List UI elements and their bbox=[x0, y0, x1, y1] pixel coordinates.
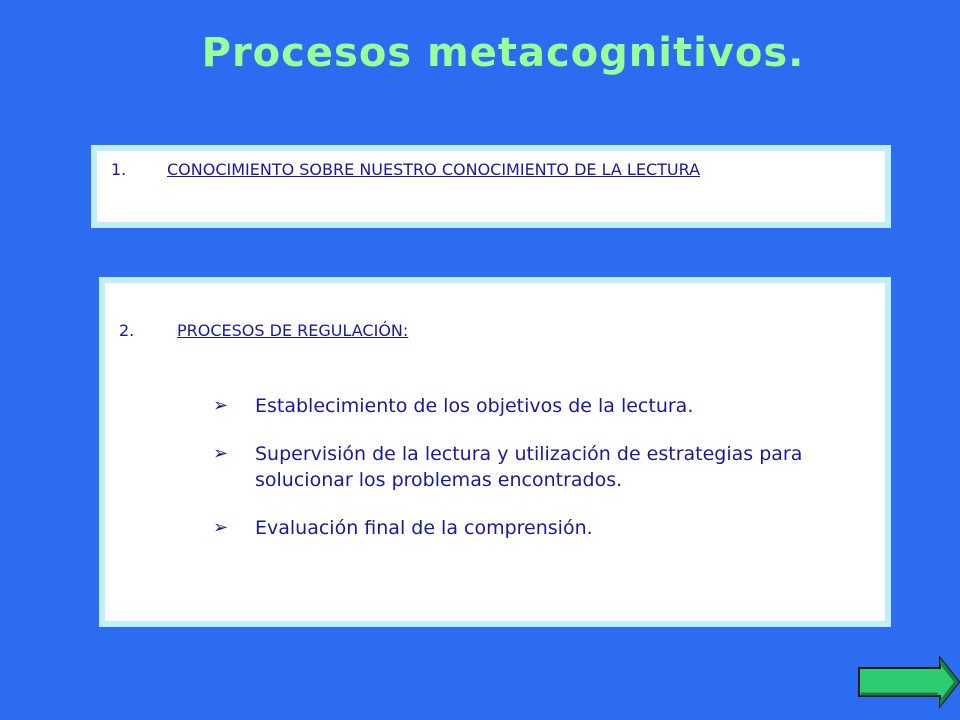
list-item-text: Establecimiento de los objetivos de la lectura. bbox=[255, 395, 694, 417]
regulation-box bbox=[99, 277, 891, 627]
list-item-text: Supervisión de la lectura y utilización de estrategias para solucionar los problemas encontrados. bbox=[255, 443, 803, 491]
section-1 bbox=[111, 159, 871, 181]
section-1-text: CONOCIMIENTO SOBRE NUESTRO CONOCIMIENTO DE LA LECTURA bbox=[167, 160, 701, 179]
arrow-right-icon bbox=[858, 656, 960, 708]
arrowhead-bullet-icon: ➢ bbox=[213, 517, 229, 538]
list-item bbox=[213, 393, 873, 419]
next-slide-button[interactable] bbox=[858, 656, 960, 708]
section-1-number: 1. bbox=[111, 160, 127, 179]
section-2-heading bbox=[119, 321, 408, 340]
list-item-text: Evaluación final de la comprensión. bbox=[255, 517, 593, 539]
slide-title: Procesos metacognitivos. bbox=[201, 30, 805, 76]
section-2-number: 2. bbox=[119, 321, 135, 340]
list-item bbox=[213, 441, 873, 493]
arrowhead-bullet-icon: ➢ bbox=[213, 443, 229, 464]
regulation-list bbox=[213, 393, 873, 563]
section-2-title: PROCESOS DE REGULACIÓN: bbox=[177, 321, 409, 340]
knowledge-box bbox=[91, 145, 891, 228]
list-item bbox=[213, 515, 873, 541]
arrowhead-bullet-icon: ➢ bbox=[213, 395, 229, 416]
